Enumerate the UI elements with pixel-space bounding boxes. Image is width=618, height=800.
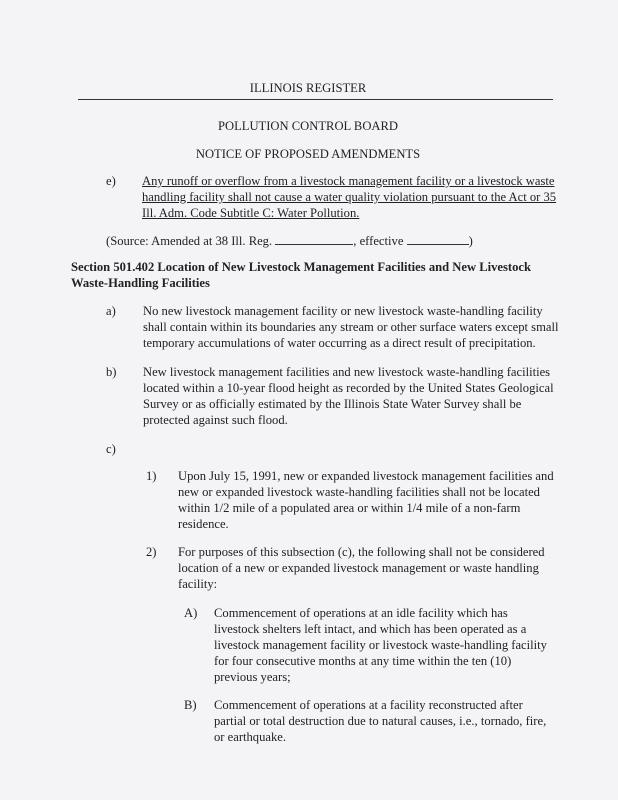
item-e-line: handling facility shall not cause a water quality violation pursuant to the Act or 35 [142, 190, 557, 204]
section-heading-line1: Section 501.402 Location of New Livestock Management Facilities and New Livestock [71, 260, 531, 274]
header-rule [78, 99, 553, 100]
source-note [106, 233, 473, 249]
subsection-a-label: a) [106, 304, 116, 318]
subsection-cB-line: partial or total destruction due to natural causes, i.e., tornado, fire, [214, 714, 547, 728]
item-e-line: Ill. Adm. Code Subtitle C: Water Pollution. [142, 206, 360, 220]
board-title: POLLUTION CONTROL BOARD [217, 119, 399, 133]
register-number-blank [275, 233, 353, 245]
subsection-cB-label: B) [184, 698, 197, 712]
subsection-cA-line: livestock management facility or livestock waste-handling facility [214, 638, 547, 652]
effective-date-blank [407, 233, 469, 245]
item-e-line: Any runoff or overflow from a livestock management facility or a livestock waste [142, 174, 555, 188]
subsection-cA-label: A) [184, 606, 198, 620]
subsection-c1-line: residence. [178, 517, 229, 531]
subsection-b-line: protected against such flood. [143, 413, 288, 427]
subsection-c1-line: within 1/2 mile of a populated area or within 1/4 mile of a non-farm [178, 501, 521, 515]
source-middle: , effective [353, 234, 404, 248]
subsection-c1-label: 1) [146, 469, 157, 483]
subsection-cA-line: for four consecutive months at any time within the ten (10) [214, 654, 512, 668]
subsection-c2-line: For purposes of this subsection (c), the following shall not be considered [178, 545, 545, 559]
subsection-cA-line: previous years; [214, 670, 291, 684]
subsection-c-label: c) [106, 442, 116, 456]
notice-title: NOTICE OF PROPOSED AMENDMENTS [195, 147, 421, 161]
subsection-cA-line: livestock shelters left intact, and which has been operated as a [214, 622, 527, 636]
section-heading-line2: Waste-Handling Facilities [71, 276, 210, 290]
subsection-c2-line: location of a new or expanded livestock management or waste handling [178, 561, 539, 575]
subsection-a-line: shall contain within its boundaries any stream or other surface waters except small [143, 320, 559, 334]
register-title: ILLINOIS REGISTER [249, 81, 367, 95]
subsection-a-line: No new livestock management facility or new livestock waste-handling facility [143, 304, 543, 318]
subsection-c1-line: new or expanded livestock waste-handling facilities shall not be located [178, 485, 540, 499]
subsection-cB-line: Commencement of operations at a facility reconstructed after [214, 698, 523, 712]
subsection-c1-line: Upon July 15, 1991, new or expanded livestock management facilities and [178, 469, 554, 483]
subsection-c2-label: 2) [146, 545, 157, 559]
item-e-label: e) [106, 174, 116, 188]
source-suffix: ) [468, 234, 473, 248]
subsection-b-line: New livestock management facilities and new livestock waste-handling facilities [143, 365, 551, 379]
subsection-cA-line: Commencement of operations at an idle facility which has [214, 606, 508, 620]
source-prefix: (Source: Amended at 38 Ill. Reg. [106, 234, 273, 248]
subsection-cB-line: or earthquake. [214, 730, 287, 744]
subsection-b-line: located within a 10-year flood height as recorded by the United States Geological [143, 381, 554, 395]
document-page [10, 8, 606, 793]
subsection-b-line: Survey or as officially estimated by the Illinois State Water Survey shall be [143, 397, 522, 411]
subsection-a-line: temporary accumulations of water occurring as a direct result of precipitation. [143, 336, 536, 350]
subsection-c2-line: facility: [178, 577, 218, 591]
subsection-b-label: b) [106, 365, 117, 379]
